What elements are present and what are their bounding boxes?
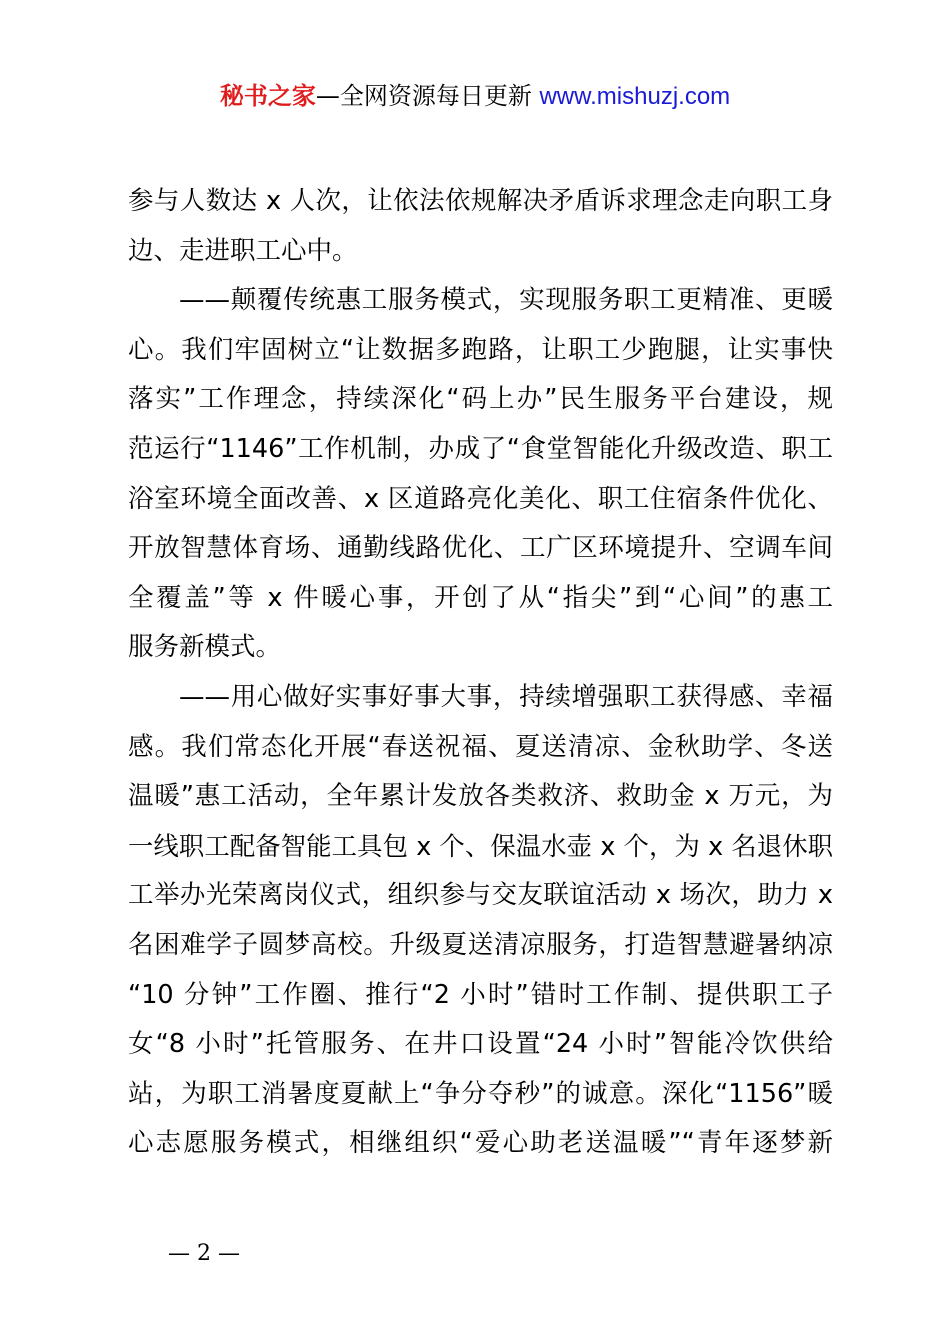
text-line: ——用心做好实事好事大事，持续增强职工获得感、幸福: [179, 681, 833, 712]
site-url-link[interactable]: www.mishuzj.com: [539, 83, 731, 110]
text-line: 范运行“1146”工作机制，办成了“食堂智能化升级改造、职工: [128, 433, 833, 464]
text-line: 一线职工配备智能工具包 x 个、保温水壶 x 个，为 x 名退休职: [128, 830, 833, 861]
page-number: — 2 —: [168, 1241, 240, 1266]
text-line: 站，为职工消暑度夏献上“争分夺秒”的诚意。深化“1156”暖: [128, 1078, 833, 1109]
text-line: 服务新模式。: [128, 632, 282, 663]
text-line: 心。我们牢固树立“让数据多跑路，让职工少跑腿，让实事快: [128, 334, 833, 365]
text-line: 温暖”惠工活动，全年累计发放各类救济、救助金 x 万元，为: [128, 781, 833, 812]
site-brand: 秘书之家: [219, 82, 316, 110]
text-line: 浴室环境全面改善、x 区道路亮化美化、职工住宿条件优化、: [128, 483, 833, 514]
text-line: “10 分钟”工作圈、推行“2 小时”错时工作制、提供职工子: [128, 979, 833, 1010]
document-body: [128, 177, 833, 1169]
text-line: 感。我们常态化开展“春送祝福、夏送清凉、金秋助学、冬送: [128, 731, 833, 762]
text-line: 落实”工作理念，持续深化“码上办”民生服务平台建设，规: [128, 384, 833, 415]
text-line: 边、走进职工心中。: [128, 235, 358, 266]
text-line: 工举办光荣离岗仪式，组织参与交友联谊活动 x 场次，助力 x: [128, 880, 833, 911]
site-slogan: —全网资源每日更新: [315, 82, 540, 110]
text-line: 全覆盖”等 x 件暖心事，开创了从“指尖”到“心间”的惠工: [128, 582, 833, 613]
text-line: 心志愿服务模式，相继组织“爱心助老送温暖”“青年逐梦新: [128, 1128, 833, 1159]
site-header: [0, 80, 950, 113]
text-line: 参与人数达 x 人次，让依法依规解决矛盾诉求理念走向职工身: [128, 186, 833, 216]
text-line: 开放智慧体育场、通勤线路优化、工广区环境提升、空调车间: [128, 533, 833, 564]
text-line: 女“8 小时”托管服务、在井口设置“24 小时”智能冷饮供给: [128, 1029, 833, 1060]
text-line: 名困难学子圆梦高校。升级夏送清凉服务，打造智慧避暑纳凉: [128, 929, 833, 960]
text-line: ——颠覆传统惠工服务模式，实现服务职工更精准、更暖: [179, 285, 833, 316]
